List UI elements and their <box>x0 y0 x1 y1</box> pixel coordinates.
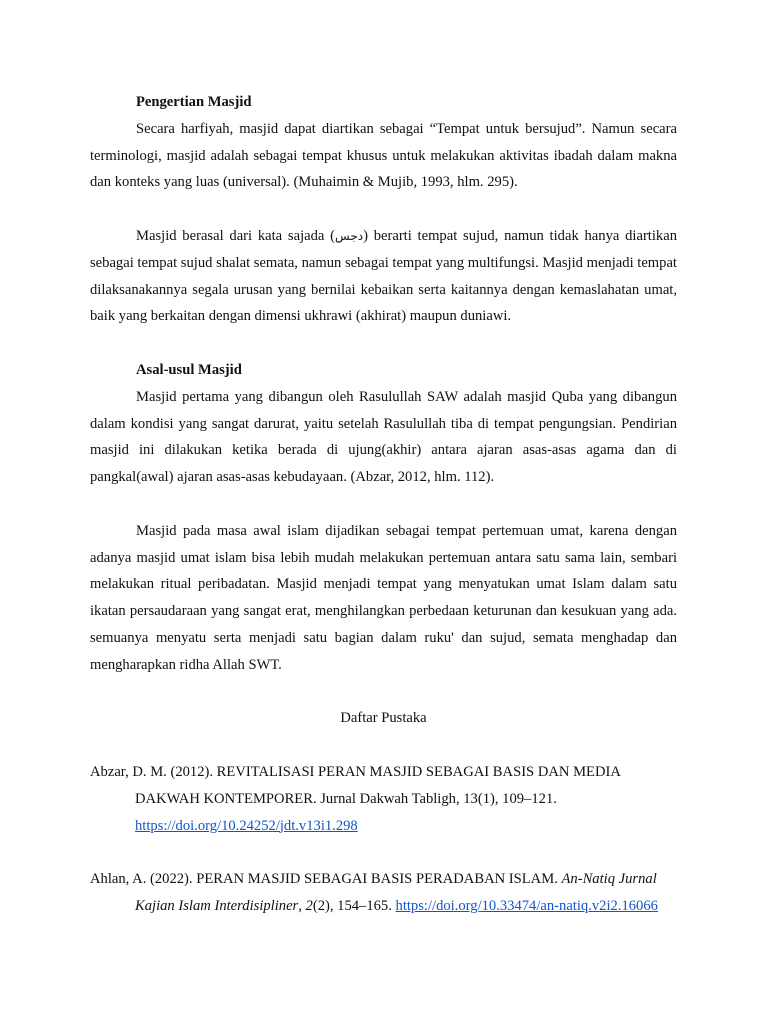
paragraph-gap <box>90 732 677 759</box>
arabic-word: دجس <box>335 228 364 243</box>
paragraph-gap <box>90 491 677 518</box>
journal-volume: 2 <box>305 897 313 914</box>
document-page <box>90 89 677 920</box>
reference-entry-ahlan <box>90 866 677 920</box>
paragraph-gap <box>90 330 677 357</box>
reference-text: Abzar, D. M. (2012). REVITALISASI PERAN MASJID SEBAGAI BASIS DAN MEDIA DAKWAH KONTEMPORER. Jurnal Dakwah Tabligh, 13(1), 109–121. <box>90 763 621 807</box>
paragraph-etymology <box>90 223 677 330</box>
paragraph-gap <box>90 839 677 866</box>
reference-entry-abzar <box>90 759 677 839</box>
paragraph-gap <box>90 196 677 223</box>
reference-separator: , <box>298 897 306 914</box>
journal-name: An-Natiq Jurnal Kajian Islam Interdisipliner <box>135 871 657 914</box>
paragraph-etymology-start: Masjid berasal dari kata sajada ( <box>136 227 336 244</box>
reference-pages: (2), 154–165. <box>312 897 396 914</box>
section-heading-pengertian: Pengertian Masjid <box>136 94 252 110</box>
references-title: Daftar Pustaka <box>340 710 427 727</box>
paragraph-etymology-rest: ) berarti tempat sujud, namun tidak hanya diartikan sebagai tempat sujud shalat semata, namun sebagai tempat yang multifungsi. Masjid menjadi tempat dilaksanakannya segala urusan yang bernilai kebaikan serta kaitannya dengan kemaslahatan umat, baik yang berkaitan dengan dimensi ukhrawi (akhirat) maupun duniawi. <box>90 227 677 325</box>
paragraph-gap <box>90 679 677 706</box>
paragraph-early-islam: Masjid pada masa awal islam dijadikan sebagai tempat pertemuan umat, karena dengan adanya masjid umat islam bisa lebih mudah melakukan pertemuan antara satu sama lain, sembari melakukan ritual peribadatan. Masjid menjadi tempat yang menyatukan umat Islam dalam satu ikatan persaudaraan yang sangat erat, menghilangkan perbedaan keturunan dan kesukuan yang ada. semuanya menyatu serta menjadi satu bagian dalam ruku' dan sujud, semata menghadap dan mengharapkan ridha Allah SWT. <box>90 522 677 673</box>
doi-link-abzar[interactable]: https://doi.org/10.24252/jdt.v13i1.298 <box>135 817 358 834</box>
paragraph-first-mosque: Masjid pertama yang dibangun oleh Rasulullah SAW adalah masjid Quba yang dibangun dalam kondisi yang sangat darurat, yaitu setelah Rasulullah tiba di tempat pengungsian. Pendirian masjid ini dilakukan ketika berada di ujung(akhir) antara ajaran asas-asas agama dan di pangkal(awal) ajaran asas-asas kebudayaan. (Abzar, 2012, hlm. 112). <box>90 388 677 486</box>
section-heading-asal-usul: Asal-usul Masjid <box>136 361 242 378</box>
reference-text: Ahlan, A. (2022). PERAN MASJID SEBAGAI BASIS PERADABAN ISLAM. <box>90 871 562 888</box>
doi-link-ahlan[interactable]: https://doi.org/10.33474/an-natiq.v2i2.16066 <box>395 897 658 914</box>
paragraph-definition: Secara harfiyah, masjid dapat diartikan sebagai “Tempat untuk bersujud”. Namun secara terminologi, masjid adalah sebagai tempat khusus untuk melakukan aktivitas ibadah dalam makna dan konteks yang luas (universal). (Muhaimin & Mujib, 1993, hlm. 295). <box>90 120 677 191</box>
